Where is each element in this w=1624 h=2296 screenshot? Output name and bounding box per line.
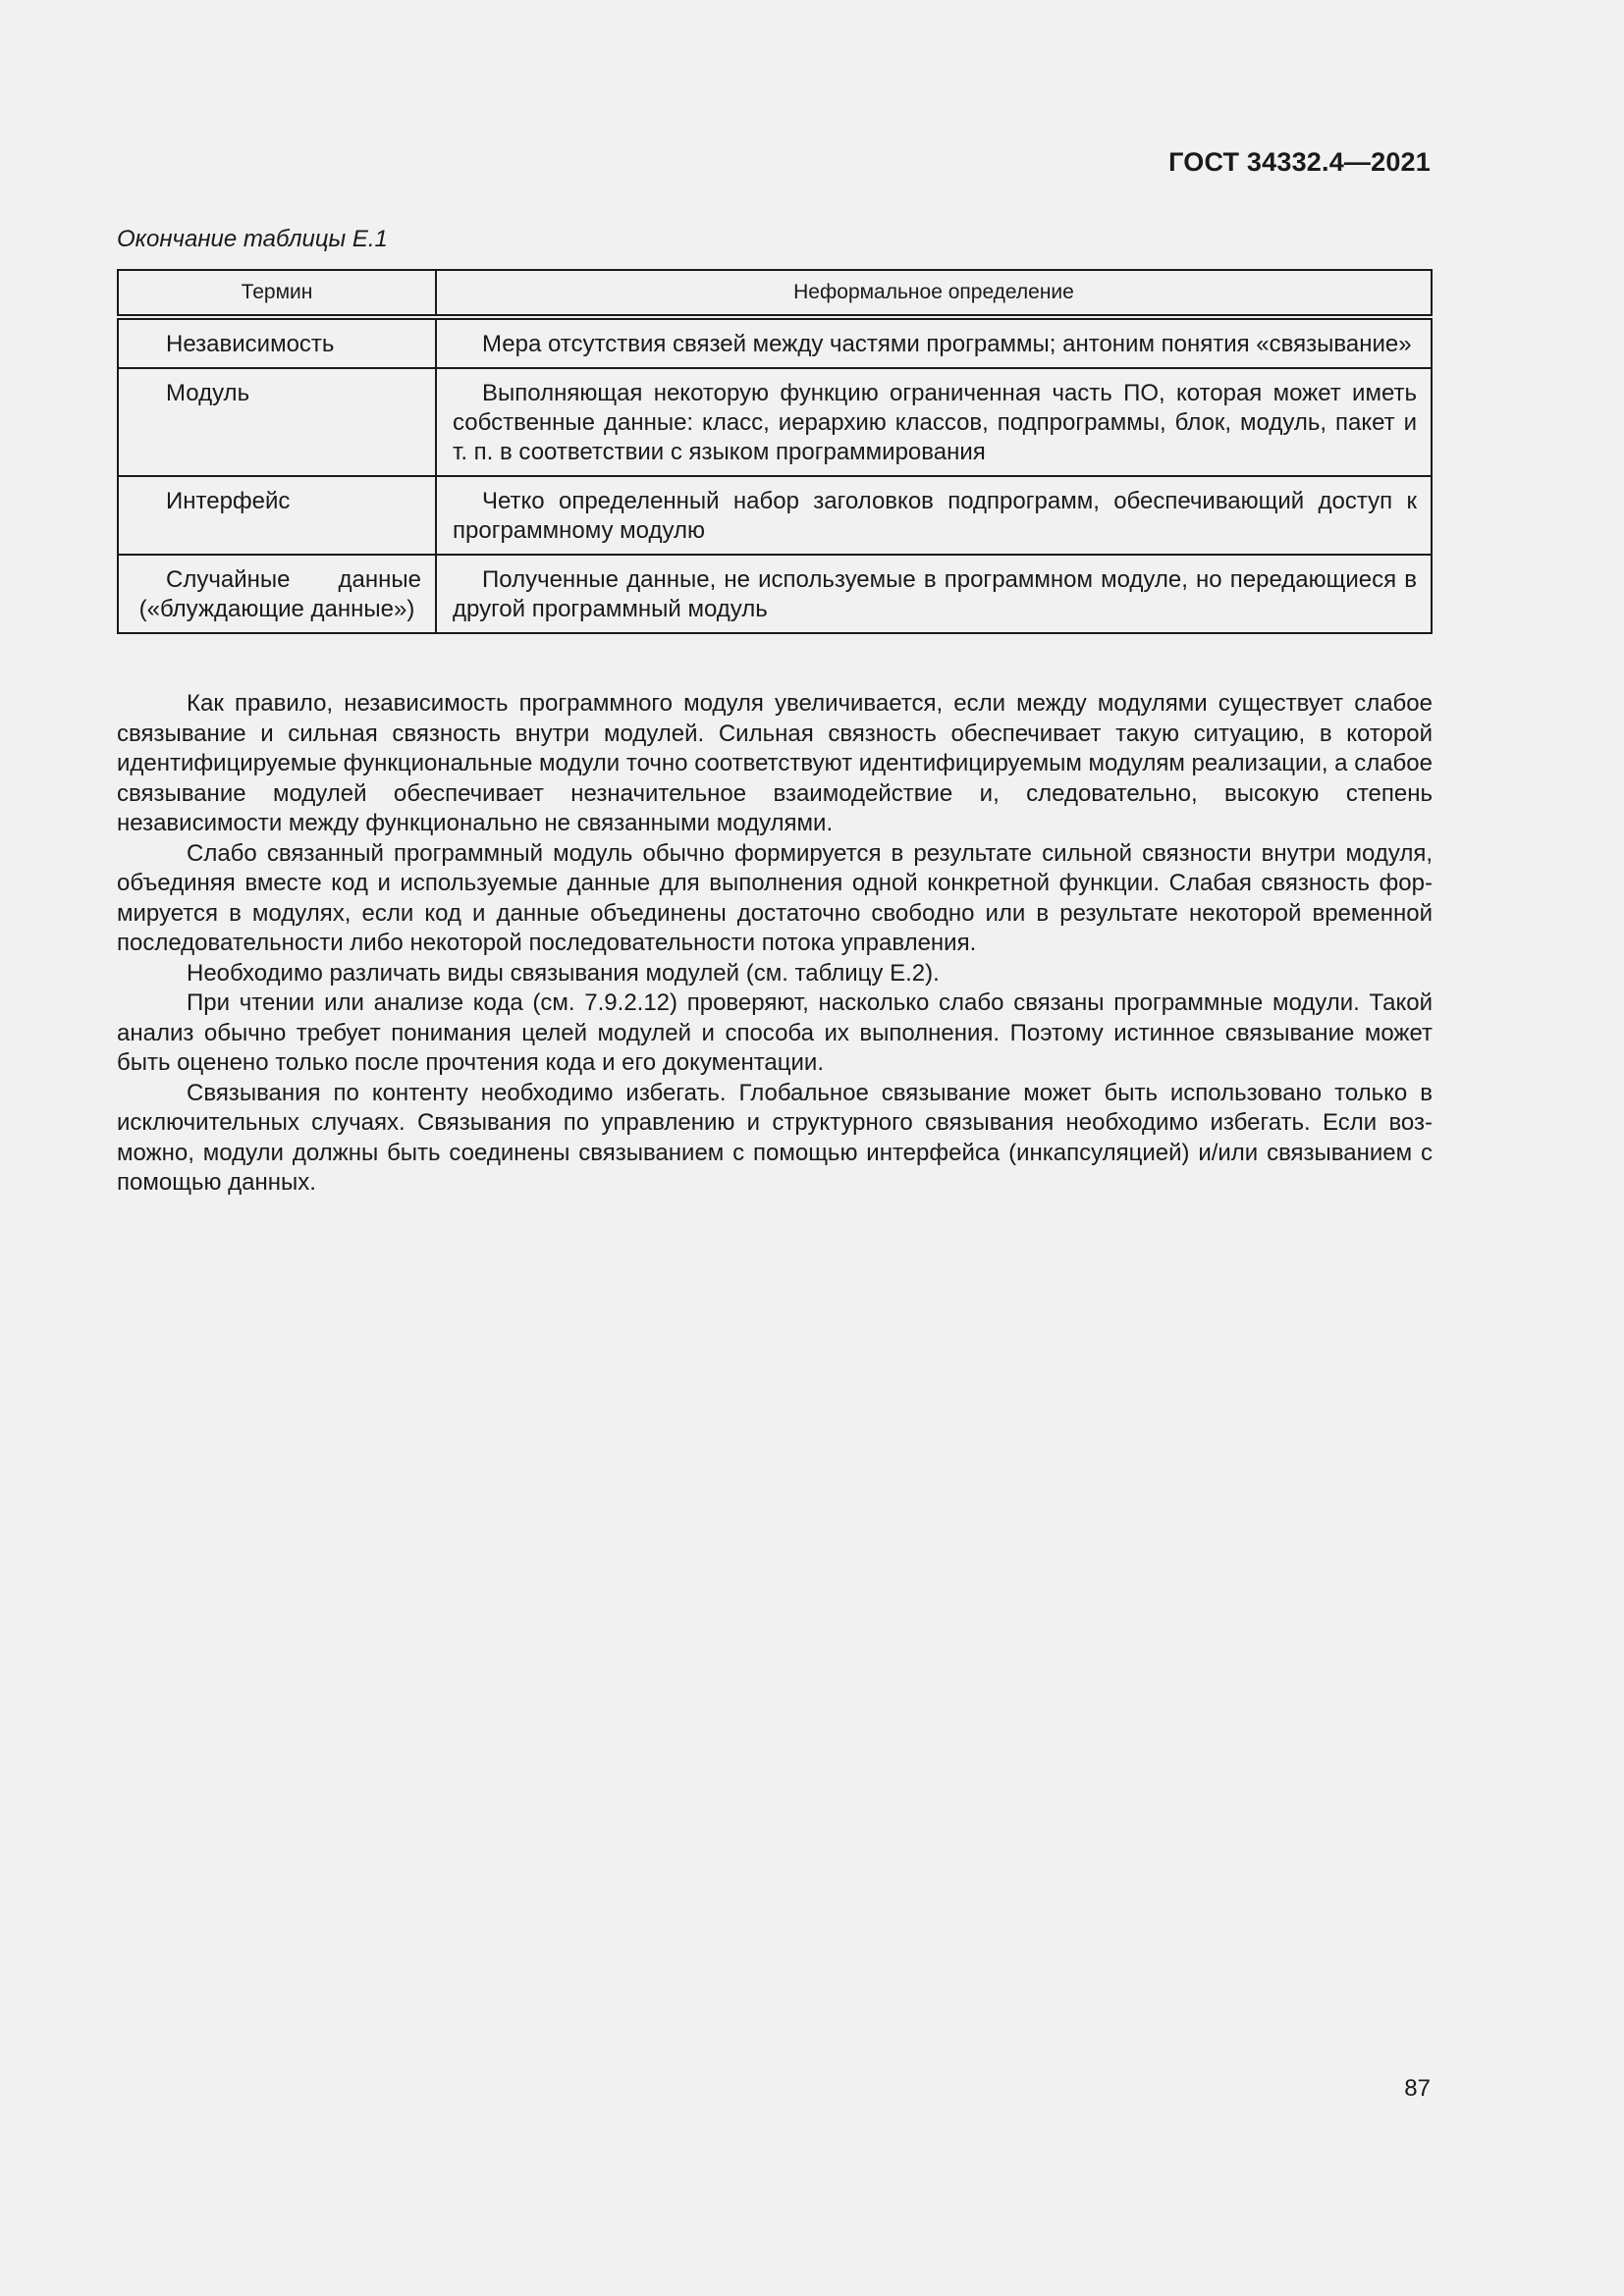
column-header-definition: Неформальное определение	[436, 270, 1432, 317]
paragraph: Как правило, независимость программного модуля увеличивается, если между модулями существует слабое связывание и сильная связность внутри модулей. Сильная связность обеспечивает такую ситуацию, в которой идентифицируемые функциональные модули точно соответствуют идентифицируемым модулям реализации, а слабое связывание модулей обеспечивает незначительное взаимодействие и, следовательно, высокую степень независимости между функционально не связанными модулями.	[117, 690, 1433, 836]
term-text: Интерфейс	[166, 488, 291, 514]
term-text-line-2: («блуждающие данные»)	[138, 596, 415, 622]
table-row	[118, 368, 1432, 476]
definitions-table	[117, 269, 1433, 634]
standard-designation: ГОСТ 34332.4—2021	[1168, 147, 1431, 177]
definition-cell: Выполняющая некоторую функцию ограниченная часть ПО, которая может иметь собственные данные: класс, иерархию классов, подпрограммы, блок, модуль, пакет и т. п. в соответствии с языком программирования	[436, 368, 1432, 476]
term-text: Модуль	[166, 380, 250, 406]
term-text: Независимость	[166, 331, 335, 357]
definition-cell: Полученные данные, не используемые в программном модуле, но передающиеся в другой программный модуль	[436, 555, 1432, 633]
definition-cell: Четко определенный набор заголовков подпрограмм, обеспечивающий доступ к программному модулю	[436, 476, 1432, 555]
definition-cell: Мера отсутствия связей между частями программы; антоним понятия «связывание»	[436, 317, 1432, 368]
term-cell	[118, 555, 436, 633]
table-row	[118, 317, 1432, 368]
body-text	[117, 689, 1433, 1199]
paragraph: Слабо связанный программный модуль обычно формируется в результате сильной связности внутри модуля, объединяя вместе код и используемые данные для выполнения одной конкретной функции. Слабая связность формируется в модулях, если код и данные объединены достаточно свободно или в результате некоторой временной последовательности либо некоторой последовательности потока управления.	[117, 839, 1433, 956]
term-cell	[118, 368, 436, 476]
table-row	[118, 476, 1432, 555]
column-header-term: Термин	[118, 270, 436, 317]
paragraph: При чтении или анализе кода (см. 7.9.2.12) проверяют, насколько слабо связаны программные модули. Такой анализ обычно требует понимания целей модулей и способа их выполнения. Поэтому истинное связывание может быть оценено только после прочтения кода и его документации.	[117, 989, 1433, 1076]
table-header-row	[118, 270, 1432, 317]
term-text-line-1: Случайные данные	[166, 566, 421, 593]
page-number: 87	[1404, 2075, 1431, 2102]
table-row	[118, 555, 1432, 633]
term-cell	[118, 476, 436, 555]
paragraph: Необходимо различать виды связывания модулей (см. таблицу Е.2).	[187, 959, 940, 987]
term-cell	[118, 317, 436, 368]
paragraph: Связывания по контенту необходимо избегать. Глобальное связывание может быть использовано только в исключительных случаях. Связывания по управлению и структурного связывания необходимо избегать. Если возможно, модули должны быть соединены связыванием с помощью интерфейса (инкапсуляцией) и/или связыванием с помощью данных.	[117, 1079, 1433, 1196]
table-caption: Окончание таблицы Е.1	[117, 226, 388, 252]
